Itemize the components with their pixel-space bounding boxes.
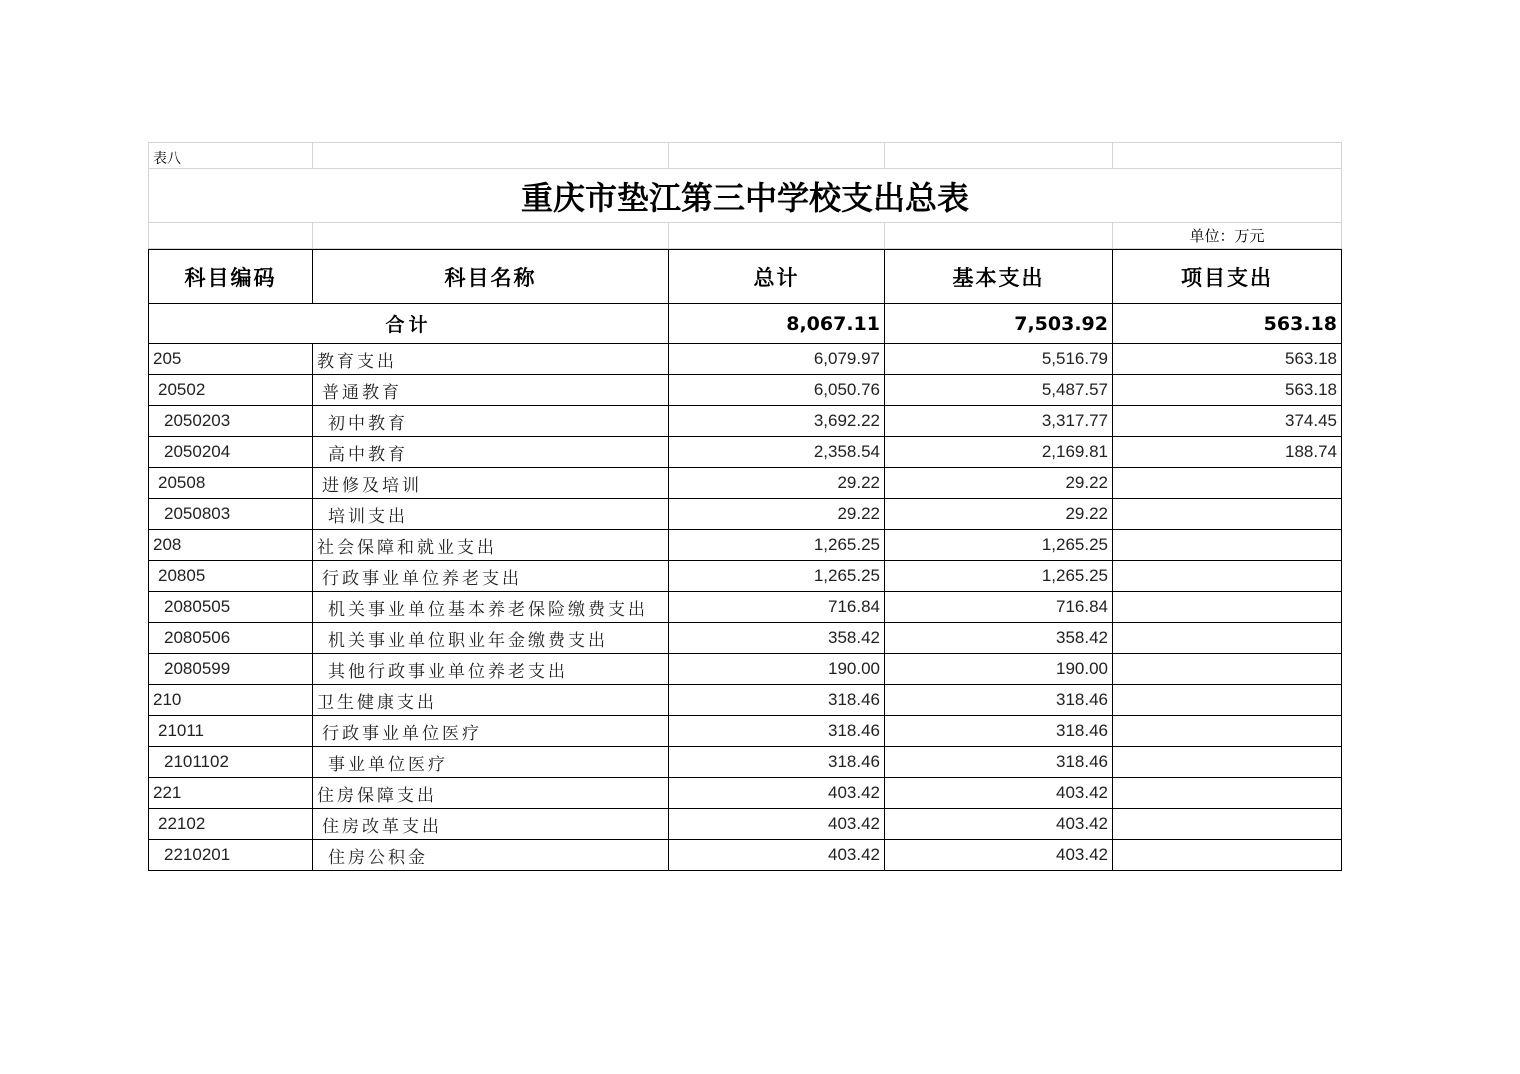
row-project: 563.18 [1113, 344, 1342, 375]
row-name: 高中教育 [313, 437, 669, 468]
row-project: 374.45 [1113, 406, 1342, 437]
row-name: 行政事业单位医疗 [313, 716, 669, 747]
total-row [149, 304, 1342, 344]
row-project [1113, 530, 1342, 561]
row-code: 2050803 [149, 499, 313, 530]
row-name: 事业单位医疗 [313, 747, 669, 778]
row-name: 住房公积金 [313, 840, 669, 871]
table-row [149, 530, 1342, 561]
row-code: 22102 [149, 809, 313, 840]
table-row [149, 716, 1342, 747]
row-project [1113, 809, 1342, 840]
row-name: 初中教育 [313, 406, 669, 437]
row-code: 21011 [149, 716, 313, 747]
row-total: 403.42 [669, 840, 885, 871]
row-code: 2050204 [149, 437, 313, 468]
row-total: 29.22 [669, 468, 885, 499]
row-project [1113, 747, 1342, 778]
row-code: 2101102 [149, 747, 313, 778]
row-total: 1,265.25 [669, 530, 885, 561]
row-name: 进修及培训 [313, 468, 669, 499]
header-row [149, 250, 1342, 304]
row-project [1113, 716, 1342, 747]
row-basic: 29.22 [885, 468, 1113, 499]
row-code: 2080505 [149, 592, 313, 623]
row-total: 6,079.97 [669, 344, 885, 375]
row-code: 2080506 [149, 623, 313, 654]
row-project [1113, 654, 1342, 685]
header-project: 项目支出 [1113, 250, 1342, 304]
header-basic: 基本支出 [885, 250, 1113, 304]
row-basic: 716.84 [885, 592, 1113, 623]
table-row [149, 375, 1342, 406]
row-name: 住房保障支出 [313, 778, 669, 809]
row-project [1113, 685, 1342, 716]
table-row [149, 499, 1342, 530]
row-total: 1,265.25 [669, 561, 885, 592]
unit-label: 单位：万元 [1113, 223, 1342, 249]
row-code: 20805 [149, 561, 313, 592]
row-basic: 318.46 [885, 685, 1113, 716]
row-total: 3,692.22 [669, 406, 885, 437]
table-row [149, 840, 1342, 871]
row-total: 29.22 [669, 499, 885, 530]
row-basic: 1,265.25 [885, 561, 1113, 592]
row-code: 20502 [149, 375, 313, 406]
row-name: 机关事业单位职业年金缴费支出 [313, 623, 669, 654]
row-basic: 3,317.77 [885, 406, 1113, 437]
row-basic: 403.42 [885, 840, 1113, 871]
row-basic: 1,265.25 [885, 530, 1113, 561]
row-basic: 403.42 [885, 809, 1113, 840]
row-name: 教育支出 [313, 344, 669, 375]
row-total: 6,050.76 [669, 375, 885, 406]
row-project [1113, 778, 1342, 809]
sheet-header-area [148, 142, 1342, 249]
row-basic: 318.46 [885, 747, 1113, 778]
table-tag: 表八 [149, 143, 313, 169]
table-row [149, 809, 1342, 840]
row-project [1113, 840, 1342, 871]
row-total: 318.46 [669, 716, 885, 747]
total-label: 合计 [149, 304, 669, 344]
row-code: 2080599 [149, 654, 313, 685]
row-basic: 190.00 [885, 654, 1113, 685]
header-code: 科目编码 [149, 250, 313, 304]
table-row [149, 406, 1342, 437]
row-name: 培训支出 [313, 499, 669, 530]
row-basic: 403.42 [885, 778, 1113, 809]
table-row [149, 778, 1342, 809]
table-row [149, 623, 1342, 654]
table-row [149, 747, 1342, 778]
row-code: 2210201 [149, 840, 313, 871]
table-row [149, 685, 1342, 716]
row-project [1113, 499, 1342, 530]
row-project [1113, 623, 1342, 654]
row-code: 2050203 [149, 406, 313, 437]
row-total: 318.46 [669, 685, 885, 716]
row-basic: 5,516.79 [885, 344, 1113, 375]
header-total: 总计 [669, 250, 885, 304]
row-basic: 2,169.81 [885, 437, 1113, 468]
row-project [1113, 468, 1342, 499]
row-name: 机关事业单位基本养老保险缴费支出 [313, 592, 669, 623]
row-code: 208 [149, 530, 313, 561]
row-name: 住房改革支出 [313, 809, 669, 840]
row-basic: 318.46 [885, 716, 1113, 747]
row-total: 403.42 [669, 778, 885, 809]
row-name: 社会保障和就业支出 [313, 530, 669, 561]
table-row [149, 468, 1342, 499]
row-code: 205 [149, 344, 313, 375]
expenditure-sheet [148, 142, 1341, 871]
row-project [1113, 592, 1342, 623]
expenditure-table [148, 249, 1342, 871]
row-project [1113, 561, 1342, 592]
row-project: 563.18 [1113, 375, 1342, 406]
table-row [149, 592, 1342, 623]
total-project: 563.18 [1113, 304, 1342, 344]
table-row [149, 344, 1342, 375]
row-name: 行政事业单位养老支出 [313, 561, 669, 592]
row-total: 716.84 [669, 592, 885, 623]
row-total: 2,358.54 [669, 437, 885, 468]
row-total: 318.46 [669, 747, 885, 778]
table-row [149, 561, 1342, 592]
header-name: 科目名称 [313, 250, 669, 304]
table-row [149, 437, 1342, 468]
row-code: 221 [149, 778, 313, 809]
row-code: 20508 [149, 468, 313, 499]
row-code: 210 [149, 685, 313, 716]
total-basic: 7,503.92 [885, 304, 1113, 344]
total-sum: 8,067.11 [669, 304, 885, 344]
table-row [149, 654, 1342, 685]
row-basic: 358.42 [885, 623, 1113, 654]
row-name: 卫生健康支出 [313, 685, 669, 716]
row-total: 190.00 [669, 654, 885, 685]
row-basic: 29.22 [885, 499, 1113, 530]
row-name: 普通教育 [313, 375, 669, 406]
row-total: 358.42 [669, 623, 885, 654]
row-basic: 5,487.57 [885, 375, 1113, 406]
page-title: 重庆市垫江第三中学校支出总表 [149, 169, 1342, 223]
row-name: 其他行政事业单位养老支出 [313, 654, 669, 685]
row-project: 188.74 [1113, 437, 1342, 468]
row-total: 403.42 [669, 809, 885, 840]
